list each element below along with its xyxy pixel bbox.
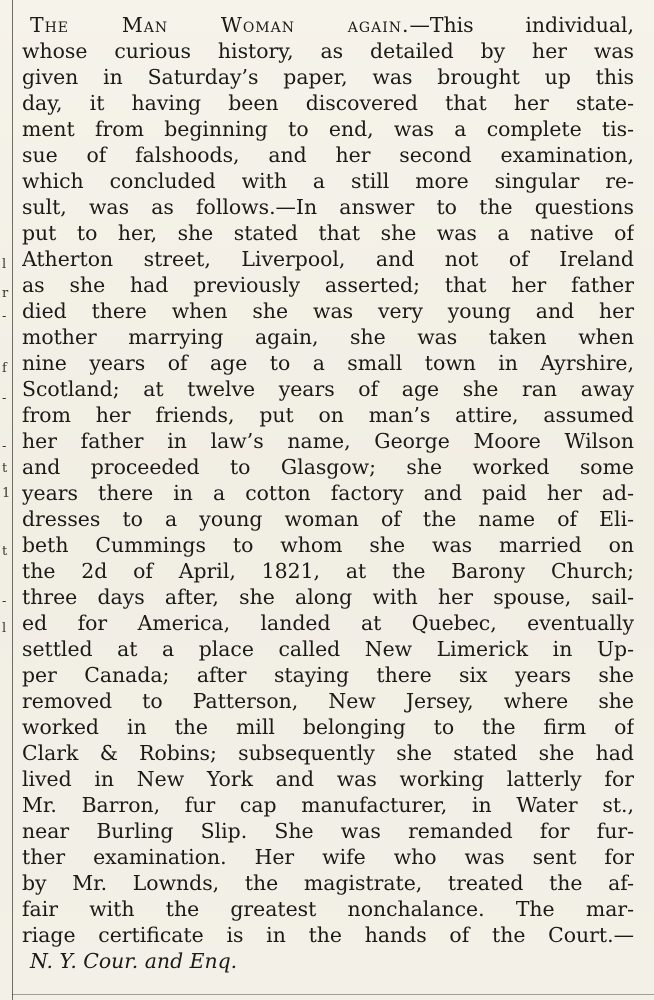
article-line: Clark & Robins; subsequently she stated she had (22, 741, 634, 765)
article-line: ther examination. Her wife who was sent for (22, 845, 634, 869)
article (22, 12, 634, 974)
article-line: three days after, she along with her spouse, sail- (22, 585, 634, 609)
article-line-text: —This individual, (409, 13, 634, 37)
adjacent-column-fragment: l r - f - - t 1 t - l (2, 257, 11, 636)
article-line: beth Cummings to whom she was married on (22, 533, 634, 557)
article-line: riage certificate is in the hands of the Court.— (22, 923, 634, 947)
article-line: lived in New York and was working latterly for (22, 767, 634, 791)
article-line: settled at a place called New Limerick in Up- (22, 637, 634, 661)
article-line: and proceeded to Glasgow; she worked some (22, 455, 634, 479)
article-line: near Burling Slip. She was remanded for fur- (22, 819, 634, 843)
article-line: nine years of age to a small town in Ayrshire, (22, 351, 634, 375)
article-credit: N. Y. Cour. and Enq. (30, 949, 238, 973)
bottom-rule (12, 994, 654, 995)
article-line: Atherton street, Liverpool, and not of Ireland (22, 247, 634, 271)
article-line (22, 12, 634, 38)
article-line: put to her, she stated that she was a native of (22, 221, 634, 245)
article-line: by Mr. Lownds, the magistrate, treated the af- (22, 871, 634, 895)
article-line: mother marrying again, she was taken when (22, 325, 634, 349)
article-line: sue of falshoods, and her second examination, (22, 143, 634, 167)
article-line: fair with the greatest nonchalance. The mar- (22, 897, 634, 921)
article-line: Scotland; at twelve years of age she ran away (22, 377, 634, 401)
article-line: ment from beginning to end, was a complete tis- (22, 117, 634, 141)
article-line: her father in law’s name, George Moore Wilson (22, 429, 634, 453)
article-line: Mr. Barron, fur cap manufacturer, in Water st., (22, 793, 634, 817)
article-line: sult, was as follows.—In answer to the questions (22, 195, 634, 219)
column-rule (12, 0, 13, 1000)
article-line: worked in the mill belonging to the firm of (22, 715, 634, 739)
article-line: given in Saturday’s paper, was brought up this (22, 65, 634, 89)
article-line: per Canada; after staying there six years she (22, 663, 634, 687)
article-line: which concluded with a still more singular re- (22, 169, 634, 193)
article-line: years there in a cotton factory and paid her ad- (22, 481, 634, 505)
article-headline: The Man Woman again. (30, 13, 410, 37)
article-line: as she had previously asserted; that her father (22, 273, 634, 297)
article-line: removed to Patterson, New Jersey, where she (22, 689, 634, 713)
article-line: from her friends, put on man’s attire, assumed (22, 403, 634, 427)
article-line: the 2d of April, 1821, at the Barony Church; (22, 559, 634, 583)
article-line: day, it having been discovered that her state- (22, 91, 634, 115)
article-line: died there when she was very young and her (22, 299, 634, 323)
article-line: whose curious history, as detailed by her was (22, 39, 634, 63)
article-line: dresses to a young woman of the name of Eli- (22, 507, 634, 531)
article-line: ed for America, landed at Quebec, eventually (22, 611, 634, 635)
